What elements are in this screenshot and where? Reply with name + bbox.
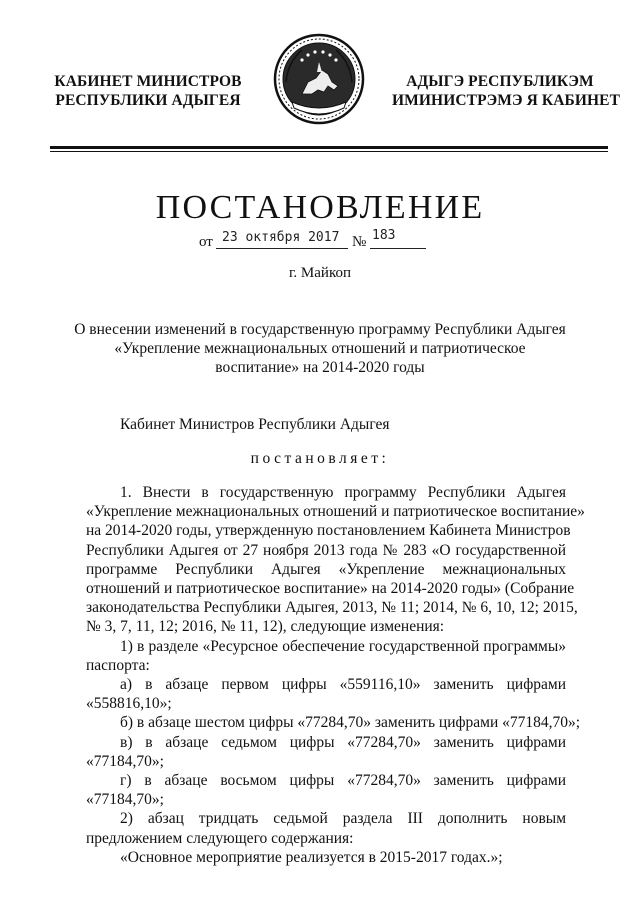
body-line: на 2014-2020 годы, утвержденную постановлением Кабинета Министров <box>86 522 571 540</box>
body-line: а) в абзаце первом цифры «559116,10» заменить цифрами <box>120 676 566 693</box>
date-prefix: от <box>199 234 213 250</box>
issuing-body-line: Кабинет Министров Республики Адыгея <box>120 416 390 433</box>
document-number: 183 <box>372 228 396 243</box>
issuer-name-russian <box>52 72 244 110</box>
body-line: программе Республики Адыгея «Укрепление межнациональных <box>86 560 566 578</box>
body-line: Республики Адыгея от 27 ноября 2013 года № 283 «О государственной <box>86 541 566 559</box>
issuer-name-line: РЕСПУБЛИКИ АДЫГЕЯ <box>55 92 241 109</box>
subject-line: воспитание» на 2014-2020 годы <box>215 359 425 376</box>
body-line: «77184,70»; <box>86 752 164 770</box>
document-subject <box>70 320 570 377</box>
decree-keyword: постановляет: <box>250 450 390 467</box>
issuer-name-line: ИМИНИСТРЭМЭ Я КАБИНЕТ <box>392 92 621 109</box>
body-line: паспорта: <box>86 656 150 674</box>
number-label: № <box>352 234 367 250</box>
issuer-name-line: АДЫГЭ РЕСПУБЛИКЭМ <box>406 73 594 90</box>
body-line: предложением следующего содержания: <box>86 829 354 847</box>
date-underline <box>216 248 348 249</box>
body-line: в) в абзаце седьмом цифры «77284,70» заменить цифрами <box>120 733 566 751</box>
body-line: «558816,10»; <box>86 695 172 713</box>
body-line: 1. Внести в государственную программу Республики Адыгея <box>120 484 566 501</box>
body-line: б) в абзаце шестом цифры «77284,70» заменить цифрами «77184,70»; <box>120 714 581 732</box>
body-line: № 3, 7, 11, 12; 2016, № 11, 12), следующие изменения: <box>86 618 445 636</box>
body-line: «Основное мероприятие реализуется в 2015-2017 годах.»; <box>120 848 503 866</box>
body-line: отношений и патриотическое воспитание» на 2014-2020 годы» (Собрание <box>86 580 575 597</box>
body-line: 1) в разделе «Ресурсное обеспечение государственной программы» <box>120 637 566 655</box>
issuer-name-adyghe <box>392 72 621 110</box>
document-date: 23 октября 2017 <box>222 230 340 245</box>
body-line: 2) абзац тридцать седьмой раздела III дополнить новым <box>120 810 566 828</box>
subject-line: «Укрепление межнациональных отношений и патриотическое <box>114 340 526 357</box>
header-divider-thin <box>50 151 608 152</box>
issuer-name-line: КАБИНЕТ МИНИСТРОВ <box>54 73 242 90</box>
header-divider-thick <box>50 146 608 149</box>
adygea-coat-of-arms-icon <box>272 32 366 126</box>
subject-line: О внесении изменений в государственную программу Республики Адыгея <box>74 321 566 338</box>
number-underline <box>370 248 426 249</box>
body-line: г) в абзаце восьмом цифры «77284,70» заменить цифрами <box>120 772 566 789</box>
body-line: «77184,70»; <box>86 791 164 809</box>
body-line: законодательства Республики Адыгея, 2013, № 11; 2014, № 6, 10, 12; 2015, <box>86 599 578 617</box>
document-title: ПОСТАНОВЛЕНИЕ <box>155 189 485 226</box>
body-line: «Укрепление межнациональных отношений и патриотическое воспитание» <box>86 503 585 521</box>
city-name: г. Майкоп <box>288 265 352 281</box>
